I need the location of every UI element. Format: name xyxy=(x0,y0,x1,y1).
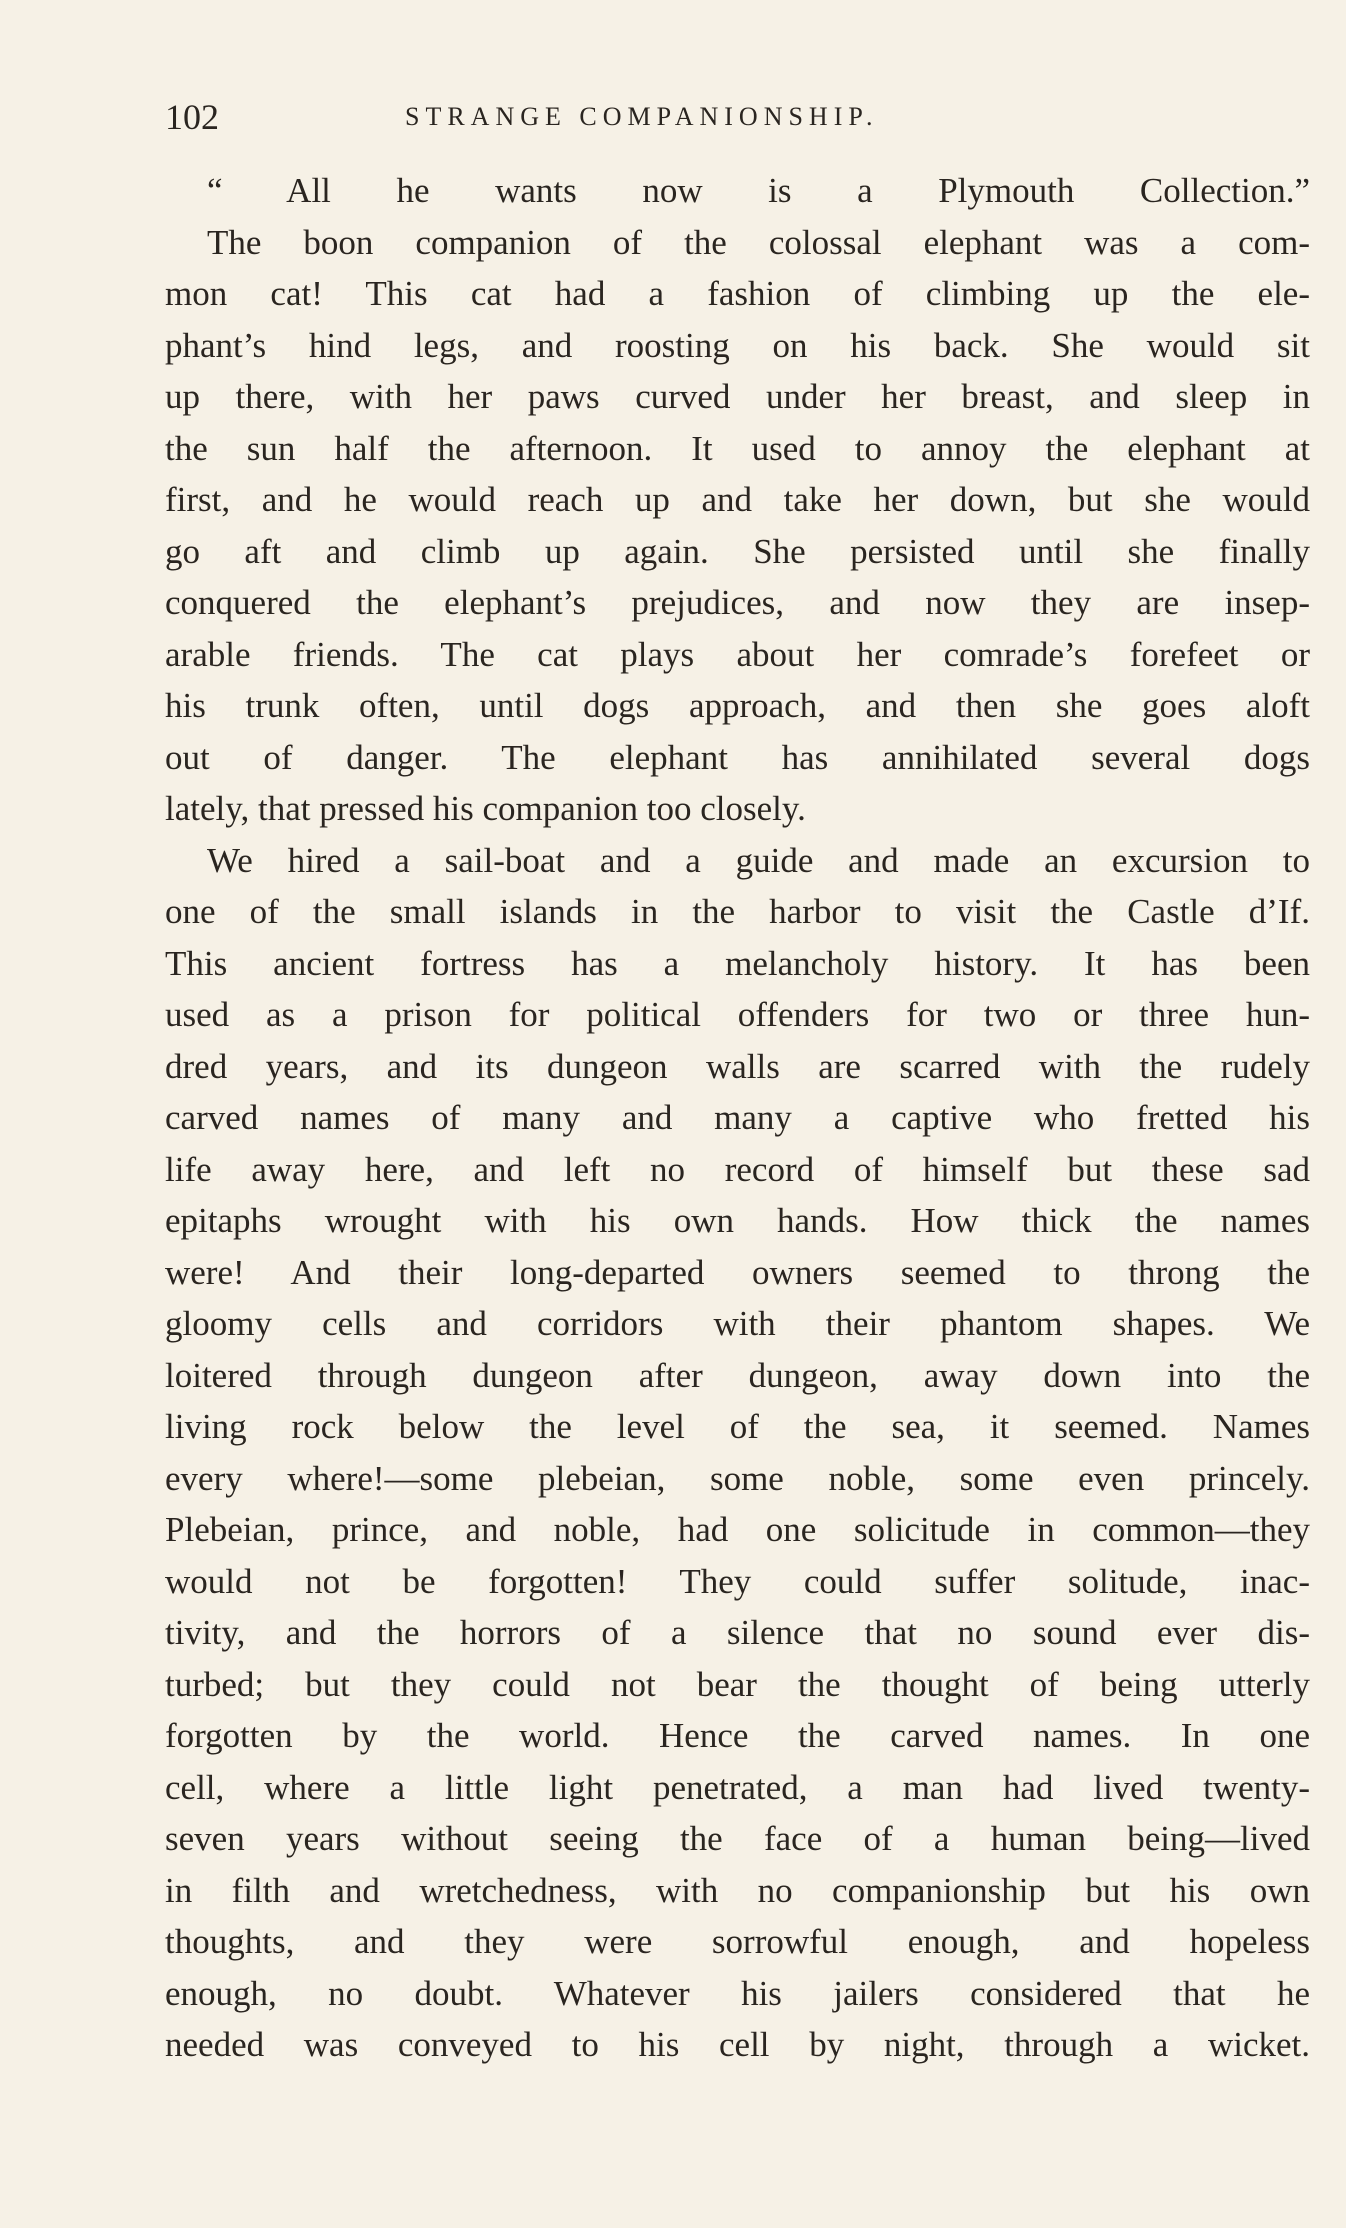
text-line: living rock below the level of the sea, it seemed. Names xyxy=(165,1407,1310,1446)
text-line: The boon companion of the colossal elephant was a com- xyxy=(207,222,1310,262)
text-line: first, and he would reach up and take her down, but she would xyxy=(165,480,1310,519)
text-line: enough, no doubt. Whatever his jailers considered that he xyxy=(165,1973,1310,2013)
text-line: “ All he wants now is a Plymouth Collection.” xyxy=(207,171,1310,210)
running-head xyxy=(165,92,1310,142)
text-line: cell, where a little light penetrated, a man had lived twenty- xyxy=(165,1767,1310,1807)
text-line: his trunk often, until dogs approach, and then she goes aloft xyxy=(165,686,1310,725)
text-line: epitaphs wrought with his own hands. How thick the names xyxy=(165,1201,1310,1240)
text-line: one of the small islands in the harbor to visit the Castle d’If. xyxy=(165,892,1310,931)
text-line: seven years without seeing the face of a human being—lived xyxy=(165,1819,1310,1858)
text-line: the sun half the afternoon. It used to annoy the elephant at xyxy=(165,428,1310,468)
text-line: forgotten by the world. Hence the carved names. In one xyxy=(165,1716,1310,1755)
text-line: thoughts, and they were sorrowful enough, and hopeless xyxy=(165,1922,1310,1961)
text-line: used as a prison for political offenders for two or three hun- xyxy=(165,995,1310,1034)
text-line: We hired a sail-boat and a guide and made an excursion to xyxy=(207,840,1310,880)
text-line: would not be forgotten! They could suffer solitude, inac- xyxy=(165,1561,1310,1601)
text-line: every where!—some plebeian, some noble, some even princely. xyxy=(165,1458,1310,1498)
text-line: lately, that pressed his companion too closely. xyxy=(165,789,806,828)
text-line: Plebeian, prince, and noble, had one solicitude in common—they xyxy=(165,1510,1310,1549)
text-line: loitered through dungeon after dungeon, away down into the xyxy=(165,1355,1310,1395)
text-line: mon cat! This cat had a fashion of climbing up the ele- xyxy=(165,274,1310,313)
text-line: turbed; but they could not bear the thought of being utterly xyxy=(165,1664,1310,1704)
text-line: arable friends. The cat plays about her comrade’s forefeet or xyxy=(165,634,1310,674)
text-line: out of danger. The elephant has annihilated several dogs xyxy=(165,737,1310,777)
page-number: 102 xyxy=(165,97,219,137)
text-line: phant’s hind legs, and roosting on his back. She would sit xyxy=(165,325,1310,365)
running-title: STRANGE COMPANIONSHIP. xyxy=(405,102,879,131)
body-text xyxy=(165,165,1310,2071)
text-line: carved names of many and many a captive who fretted his xyxy=(165,1098,1310,1137)
text-line: up there, with her paws curved under her breast, and sleep in xyxy=(165,377,1310,416)
text-line: gloomy cells and corridors with their phantom shapes. We xyxy=(165,1304,1310,1343)
text-line: This ancient fortress has a melancholy history. It has been xyxy=(165,943,1310,983)
text-line: life away here, and left no record of himself but these sad xyxy=(165,1149,1310,1189)
text-line: dred years, and its dungeon walls are scarred with the rudely xyxy=(165,1046,1310,1086)
text-line: tivity, and the horrors of a silence that no sound ever dis- xyxy=(165,1613,1310,1652)
text-line: go aft and climb up again. She persisted until she finally xyxy=(165,531,1310,571)
text-line: were! And their long-departed owners seemed to throng the xyxy=(165,1252,1310,1292)
text-line: in filth and wretchedness, with no companionship but his own xyxy=(165,1870,1310,1910)
text-line: conquered the elephant’s prejudices, and now they are insep- xyxy=(165,583,1310,622)
text-line: needed was conveyed to his cell by night, through a wicket. xyxy=(165,2025,1310,2064)
